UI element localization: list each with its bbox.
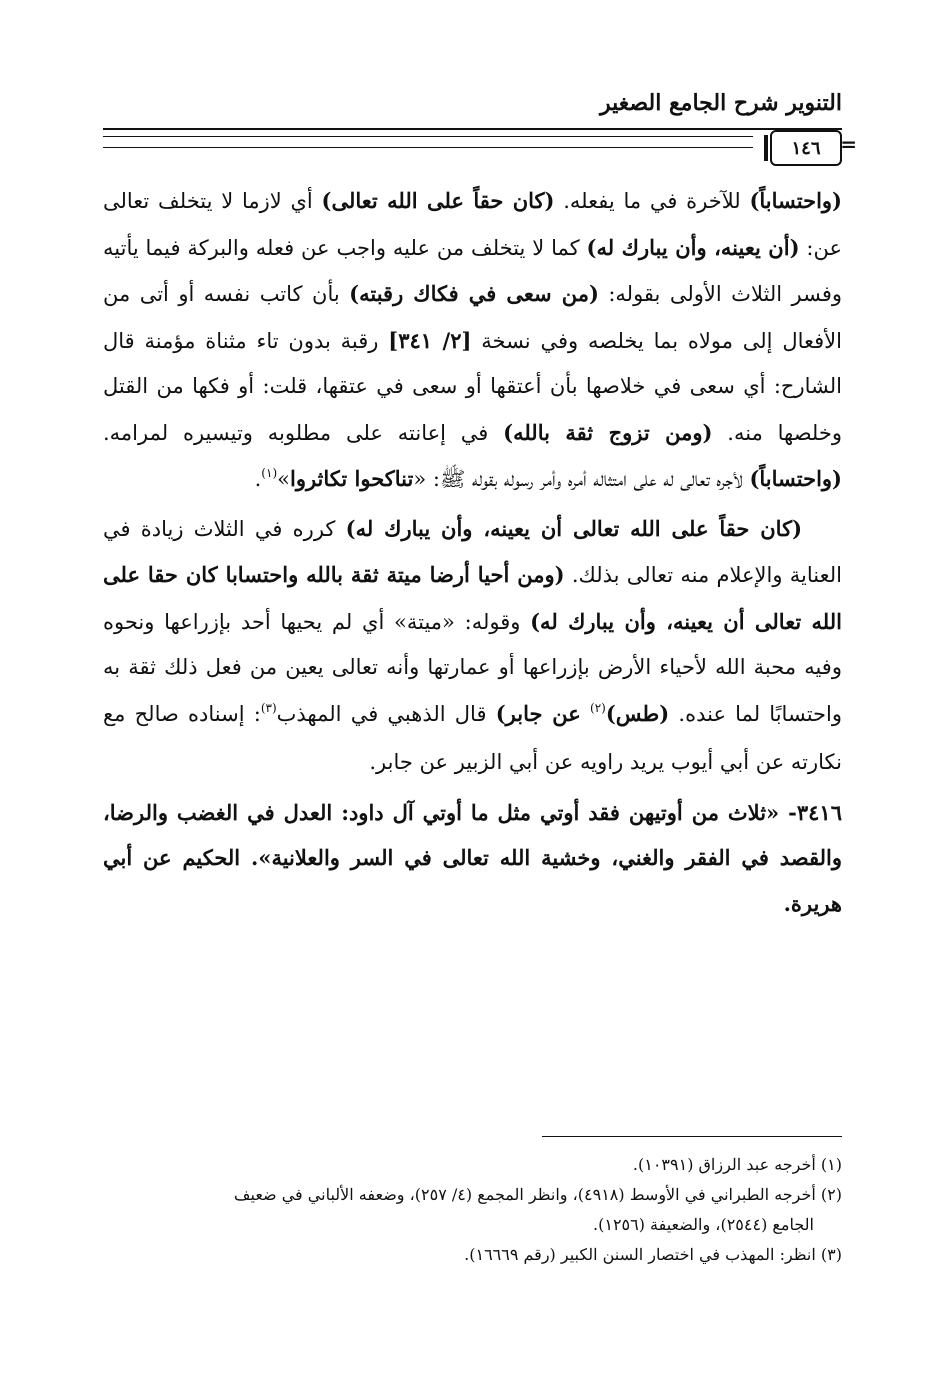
commentary: وقوله: «ميتة» أي لم يحيها أحد بإزراعها ونحوه وفيه محبة الله لأحياء الأرض بإزراعها أو عمارتها وأنه تعالى يعين من فعل ذلك ثقة به واحتسابًا لما عنده. <box>103 609 842 726</box>
footnote-separator <box>542 1136 842 1137</box>
hadith-quote: تناكحوا تكاثروا <box>289 466 414 491</box>
hadith-entry: ٣٤١٦- «ثلاث من أوتيهن فقد أوتي مثل ما أوتي آل داود: العدل في الغضب والرضا، والقصد في الفقر والغني، وخشية الله تعالى في السر والعلانية». الحكيم عن أبي هريرة. <box>103 799 842 916</box>
footnote-1: (١) أخرجه عبد الرزاق (١٠٣٩١). <box>632 1155 842 1174</box>
commentary: كما لا يتخلف من عليه واجب عن فعله والبركة فيما يأتيه وفسر الثلاث الأولى بقوله: <box>103 235 843 306</box>
commentary: . <box>254 467 262 491</box>
commentary: قال الذهبي في المهذب <box>276 701 496 726</box>
commentary: للآخرة في ما يفعله. <box>554 189 750 213</box>
header-rule-double-1 <box>103 136 753 137</box>
commentary: لأجره تعالى له على امتثاله أمره وأمر رسوله بقوله ﷺ: « <box>413 467 750 491</box>
paragraph-1 <box>103 178 842 506</box>
quote: (من سعى في فكاك رقبته) <box>349 281 599 306</box>
quote: (كان حقاً على الله تعالى) <box>321 188 555 213</box>
page-number-ornament: = <box>840 132 857 156</box>
narrator: عن جابر) <box>495 700 581 726</box>
quote-close: » <box>277 467 290 491</box>
commentary: في إعانته على مطلوبه وتيسيره لمرامه. <box>103 420 504 445</box>
header-rule-double-2 <box>103 147 753 148</box>
footnote-ref-2: (٢) <box>590 700 606 715</box>
quote: (ومن أحيا أرضا ميتة ثقة بالله واحتسابا كان حقا على الله تعالى أن يعينه، وأن يبارك له) <box>103 562 842 634</box>
quote: (واحتساباً) <box>749 466 842 491</box>
source-code: (طس) <box>605 700 670 726</box>
footnote-2: (٢) أخرجه الطبراني في الأوسط (٤٩١٨)، وانظر المجمع (٤/ ٢٥٧)، وضعفه الألباني في ضعيف <box>233 1185 842 1204</box>
footnote-ref-1: (١) <box>261 466 278 480</box>
quote: (كان حقاً على الله تعالى أن يعينه، وأن يبارك له) <box>345 515 803 541</box>
commentary: أي لازما لا يتخلف تعالى عن: <box>103 189 842 260</box>
quote: (واحتساباً) <box>749 188 842 213</box>
page-number: ١٤٦ <box>791 137 821 159</box>
footnote-ref-3: (٣) <box>260 700 277 715</box>
header-rule-top <box>103 128 842 130</box>
footnote-2-continuation: الجامع (٢٥٤٤)، والضعيفة (١٢٥٦). <box>593 1215 814 1234</box>
commentary: كرره في الثلاث زيادة في العناية والإعلام منه تعالى بذلك. <box>103 516 842 587</box>
quote: (ومن تزوج ثقة بالله) <box>503 419 713 445</box>
footnotes <box>103 1150 842 1270</box>
paragraph-2 <box>103 506 842 786</box>
commentary: رقبة بدون تاء مثناة مؤمنة قال الشارح: أي سعى في خلاصها بأن أعتقها أو سعى في عتقها، قلت: أو فكها من القتل وخلصها منه. <box>103 328 843 445</box>
commentary: : إسناده صالح مع نكارته عن أبي أيوب يريد راويه عن أبي الزبير عن جابر. <box>103 701 842 774</box>
space <box>581 702 590 726</box>
page-number-box <box>770 130 842 166</box>
quote: (أن يعينه، وأن يبارك له) <box>586 234 800 260</box>
footnote-3: (٣) انظر: المهذب في اختصار السنن الكبير (رقم ١٦٦٦٩). <box>464 1245 842 1264</box>
main-text <box>103 178 842 926</box>
commentary: بأن كاتب نفسه أو أتى من الأفعال إلى مولاه بما يخلصه وفي نسخة <box>103 282 842 353</box>
running-title: التنوير شرح الجامع الصغير <box>600 90 842 116</box>
manuscript-reference: [٢/ ٣٤١] <box>388 327 472 353</box>
